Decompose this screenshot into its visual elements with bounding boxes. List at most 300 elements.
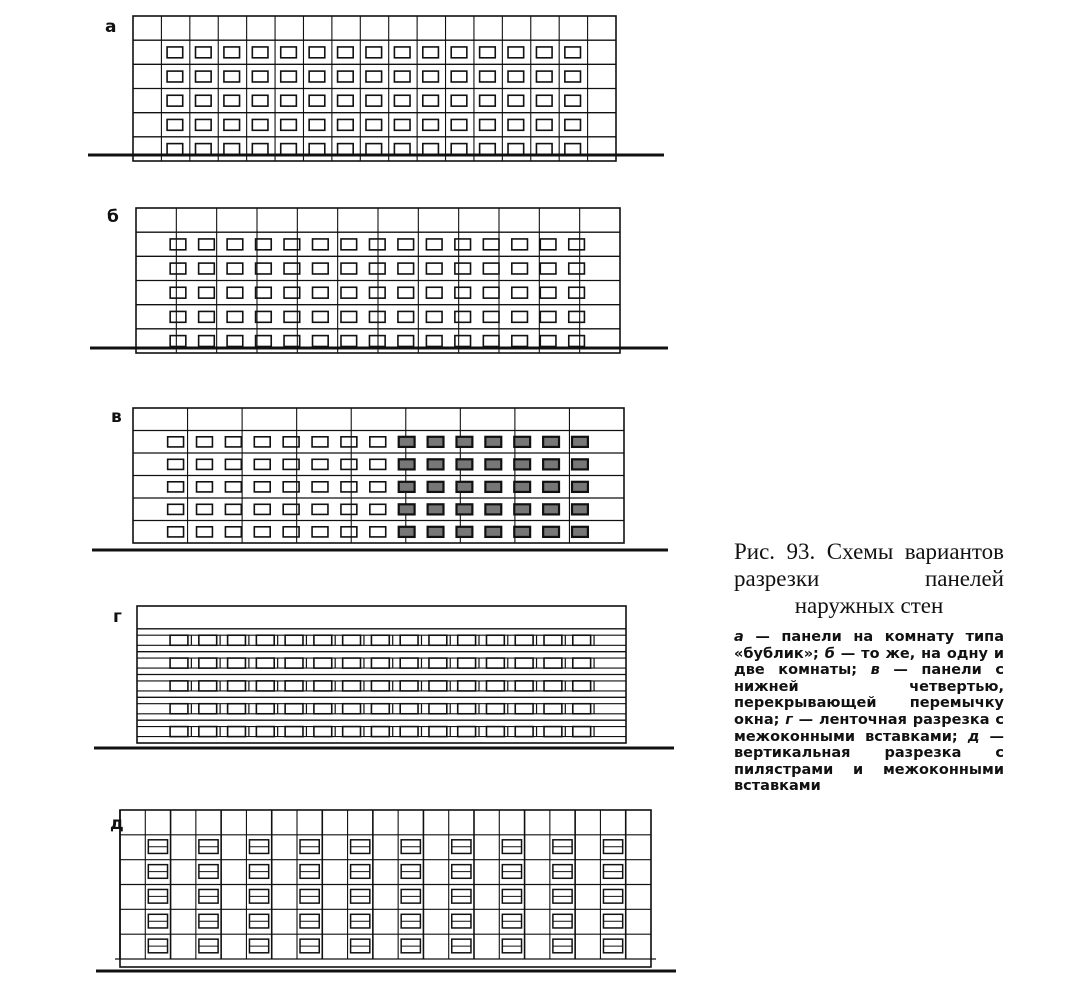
window bbox=[394, 119, 410, 130]
window bbox=[254, 437, 270, 447]
window bbox=[281, 95, 297, 106]
window bbox=[197, 437, 213, 447]
window bbox=[423, 144, 439, 155]
window bbox=[338, 95, 354, 106]
window bbox=[370, 527, 386, 537]
window bbox=[544, 658, 562, 668]
window bbox=[544, 704, 562, 714]
window bbox=[341, 459, 357, 469]
window bbox=[428, 459, 444, 469]
window bbox=[543, 504, 559, 514]
window bbox=[514, 527, 530, 537]
panel-label: д bbox=[110, 814, 124, 834]
window bbox=[366, 144, 382, 155]
window bbox=[369, 311, 385, 322]
window bbox=[167, 95, 183, 106]
window bbox=[536, 119, 552, 130]
window bbox=[458, 704, 476, 714]
window bbox=[227, 287, 243, 298]
window bbox=[343, 727, 361, 737]
window bbox=[285, 704, 303, 714]
window bbox=[285, 658, 303, 668]
window bbox=[398, 311, 414, 322]
window bbox=[312, 527, 328, 537]
window bbox=[224, 95, 240, 106]
window bbox=[572, 459, 588, 469]
window bbox=[399, 527, 415, 537]
window bbox=[371, 658, 389, 668]
window bbox=[199, 681, 217, 691]
window bbox=[370, 504, 386, 514]
window bbox=[252, 95, 268, 106]
panel-label: а bbox=[105, 17, 117, 37]
window bbox=[227, 336, 243, 347]
window bbox=[455, 287, 471, 298]
window bbox=[426, 311, 442, 322]
window bbox=[167, 47, 183, 58]
window bbox=[399, 482, 415, 492]
window bbox=[456, 527, 472, 537]
window bbox=[312, 437, 328, 447]
window bbox=[341, 527, 357, 537]
window bbox=[370, 437, 386, 447]
window bbox=[451, 71, 467, 82]
window bbox=[199, 311, 215, 322]
window bbox=[314, 727, 332, 737]
window bbox=[514, 437, 530, 447]
window bbox=[514, 459, 530, 469]
window bbox=[309, 71, 325, 82]
window bbox=[341, 504, 357, 514]
window bbox=[544, 681, 562, 691]
window bbox=[196, 47, 212, 58]
window bbox=[369, 287, 385, 298]
window bbox=[540, 263, 556, 274]
window bbox=[224, 47, 240, 58]
window bbox=[512, 336, 528, 347]
window bbox=[456, 504, 472, 514]
window bbox=[536, 144, 552, 155]
window bbox=[565, 119, 581, 130]
window bbox=[394, 47, 410, 58]
window bbox=[536, 71, 552, 82]
facade-vertical-cut-with-pilasters bbox=[96, 810, 676, 971]
window bbox=[199, 336, 215, 347]
legend-letter-a: а bbox=[734, 629, 744, 645]
window bbox=[338, 144, 354, 155]
window bbox=[540, 239, 556, 250]
window bbox=[565, 71, 581, 82]
window bbox=[573, 704, 591, 714]
window bbox=[309, 47, 325, 58]
window bbox=[285, 681, 303, 691]
window bbox=[309, 119, 325, 130]
window bbox=[543, 527, 559, 537]
window bbox=[456, 459, 472, 469]
window bbox=[426, 263, 442, 274]
window bbox=[170, 263, 186, 274]
window bbox=[486, 727, 504, 737]
window bbox=[371, 635, 389, 645]
window bbox=[486, 681, 504, 691]
window bbox=[228, 727, 246, 737]
legend-text-v: — панели с нижней четвертью, перекрывающей перемычку окна; bbox=[734, 662, 1004, 728]
window bbox=[338, 119, 354, 130]
window bbox=[371, 727, 389, 737]
window bbox=[455, 263, 471, 274]
window bbox=[167, 71, 183, 82]
window bbox=[458, 658, 476, 668]
window bbox=[394, 144, 410, 155]
window bbox=[228, 704, 246, 714]
window bbox=[256, 635, 274, 645]
window bbox=[565, 47, 581, 58]
window bbox=[544, 635, 562, 645]
window bbox=[256, 287, 272, 298]
window bbox=[252, 144, 268, 155]
window bbox=[314, 704, 332, 714]
panel-label: б bbox=[107, 207, 119, 227]
window bbox=[199, 263, 215, 274]
window bbox=[458, 727, 476, 737]
window bbox=[366, 119, 382, 130]
window bbox=[369, 336, 385, 347]
window bbox=[426, 336, 442, 347]
window bbox=[196, 119, 212, 130]
window bbox=[394, 71, 410, 82]
window bbox=[458, 635, 476, 645]
window bbox=[285, 727, 303, 737]
legend-text-g: — ленточная разрезка с межоконными вставками; bbox=[734, 711, 1004, 745]
window bbox=[515, 681, 533, 691]
window bbox=[314, 658, 332, 668]
window bbox=[429, 727, 447, 737]
window bbox=[197, 459, 213, 469]
window bbox=[573, 658, 591, 668]
window bbox=[572, 482, 588, 492]
window bbox=[485, 504, 501, 514]
window bbox=[508, 47, 524, 58]
window bbox=[399, 437, 415, 447]
window bbox=[423, 71, 439, 82]
panel-label: в bbox=[111, 407, 122, 427]
window bbox=[225, 459, 241, 469]
window bbox=[544, 727, 562, 737]
window bbox=[196, 144, 212, 155]
window bbox=[486, 704, 504, 714]
window bbox=[515, 704, 533, 714]
window bbox=[281, 71, 297, 82]
window bbox=[225, 437, 241, 447]
window bbox=[225, 527, 241, 537]
window bbox=[508, 71, 524, 82]
window bbox=[196, 71, 212, 82]
window bbox=[536, 47, 552, 58]
window bbox=[451, 144, 467, 155]
window bbox=[483, 263, 499, 274]
window bbox=[314, 681, 332, 691]
window bbox=[341, 336, 357, 347]
window bbox=[254, 527, 270, 537]
window bbox=[343, 635, 361, 645]
window bbox=[341, 263, 357, 274]
legend-text-b: — то же, на одну и две комнаты; bbox=[734, 645, 1005, 679]
window bbox=[394, 95, 410, 106]
caption-legend bbox=[734, 629, 1004, 795]
facade-strip-cut-with-inserts bbox=[94, 606, 674, 748]
window bbox=[451, 119, 467, 130]
window bbox=[400, 704, 418, 714]
window bbox=[227, 263, 243, 274]
window bbox=[341, 482, 357, 492]
window bbox=[281, 47, 297, 58]
window bbox=[313, 239, 329, 250]
window bbox=[343, 704, 361, 714]
window bbox=[228, 658, 246, 668]
window bbox=[483, 336, 499, 347]
window bbox=[170, 658, 188, 668]
panel-label: г bbox=[113, 607, 122, 627]
window bbox=[285, 635, 303, 645]
legend-letter-g: г bbox=[785, 711, 793, 728]
window bbox=[168, 459, 184, 469]
window bbox=[281, 119, 297, 130]
window bbox=[572, 437, 588, 447]
window bbox=[569, 239, 585, 250]
window bbox=[225, 504, 241, 514]
window bbox=[400, 635, 418, 645]
window bbox=[429, 658, 447, 668]
window bbox=[252, 47, 268, 58]
window bbox=[199, 658, 217, 668]
window bbox=[256, 311, 272, 322]
window bbox=[429, 635, 447, 645]
window bbox=[254, 482, 270, 492]
window bbox=[167, 144, 183, 155]
window bbox=[451, 47, 467, 58]
window bbox=[485, 459, 501, 469]
window bbox=[565, 95, 581, 106]
window bbox=[199, 704, 217, 714]
window bbox=[426, 239, 442, 250]
window bbox=[281, 144, 297, 155]
window bbox=[573, 681, 591, 691]
window bbox=[428, 504, 444, 514]
window bbox=[371, 681, 389, 691]
window bbox=[256, 704, 274, 714]
window bbox=[423, 119, 439, 130]
window bbox=[252, 71, 268, 82]
figure-caption bbox=[734, 538, 1004, 795]
legend-text-d: — вертикальная разрезка с пилястрами и межоконными вставками bbox=[734, 728, 1004, 795]
window bbox=[543, 482, 559, 492]
window bbox=[170, 704, 188, 714]
window bbox=[168, 482, 184, 492]
window bbox=[486, 635, 504, 645]
window bbox=[485, 527, 501, 537]
window bbox=[569, 311, 585, 322]
window bbox=[514, 504, 530, 514]
window bbox=[512, 239, 528, 250]
window bbox=[371, 704, 389, 714]
window bbox=[312, 459, 328, 469]
window bbox=[572, 504, 588, 514]
window bbox=[369, 263, 385, 274]
window bbox=[429, 681, 447, 691]
window bbox=[228, 635, 246, 645]
window bbox=[486, 658, 504, 668]
window bbox=[170, 336, 186, 347]
window bbox=[483, 239, 499, 250]
window bbox=[197, 527, 213, 537]
window bbox=[227, 239, 243, 250]
legend-letter-d: д bbox=[967, 728, 980, 745]
window bbox=[543, 437, 559, 447]
window bbox=[540, 287, 556, 298]
window bbox=[455, 311, 471, 322]
window bbox=[508, 144, 524, 155]
window bbox=[256, 658, 274, 668]
window bbox=[254, 459, 270, 469]
window bbox=[197, 482, 213, 492]
window bbox=[199, 239, 215, 250]
window bbox=[228, 681, 246, 691]
window bbox=[224, 144, 240, 155]
window bbox=[170, 287, 186, 298]
window bbox=[398, 287, 414, 298]
window bbox=[168, 437, 184, 447]
window bbox=[338, 47, 354, 58]
window bbox=[312, 504, 328, 514]
window bbox=[480, 119, 496, 130]
window bbox=[515, 635, 533, 645]
window bbox=[543, 459, 559, 469]
window bbox=[428, 437, 444, 447]
caption-title: Рис. 93. Схемы вариантов разрезки панелей наружных стен bbox=[734, 539, 1004, 618]
window bbox=[569, 336, 585, 347]
legend-letter-v: в bbox=[870, 662, 880, 679]
window bbox=[398, 263, 414, 274]
window bbox=[224, 119, 240, 130]
window bbox=[398, 336, 414, 347]
window bbox=[168, 527, 184, 537]
window bbox=[170, 635, 188, 645]
building-outline bbox=[120, 810, 651, 967]
window bbox=[224, 71, 240, 82]
window bbox=[256, 336, 272, 347]
window bbox=[309, 144, 325, 155]
window bbox=[540, 336, 556, 347]
facade-lower-quarter-panels bbox=[92, 407, 668, 550]
window bbox=[569, 263, 585, 274]
legend-letter-b: б bbox=[824, 645, 835, 662]
window bbox=[312, 482, 328, 492]
facade-one-and-two-room-panels bbox=[90, 207, 668, 353]
window bbox=[485, 437, 501, 447]
window bbox=[338, 71, 354, 82]
window bbox=[485, 482, 501, 492]
window bbox=[400, 681, 418, 691]
window bbox=[508, 119, 524, 130]
window bbox=[370, 459, 386, 469]
window bbox=[252, 119, 268, 130]
window bbox=[572, 527, 588, 537]
window bbox=[256, 263, 272, 274]
window bbox=[313, 263, 329, 274]
window bbox=[456, 437, 472, 447]
window bbox=[400, 727, 418, 737]
window bbox=[168, 504, 184, 514]
window bbox=[569, 287, 585, 298]
window bbox=[313, 311, 329, 322]
window bbox=[398, 239, 414, 250]
window bbox=[170, 239, 186, 250]
window bbox=[313, 336, 329, 347]
window bbox=[399, 459, 415, 469]
window bbox=[341, 239, 357, 250]
window bbox=[573, 727, 591, 737]
window bbox=[199, 635, 217, 645]
window bbox=[369, 239, 385, 250]
window bbox=[196, 95, 212, 106]
window bbox=[254, 504, 270, 514]
window bbox=[341, 311, 357, 322]
window bbox=[426, 287, 442, 298]
window bbox=[341, 287, 357, 298]
window bbox=[343, 681, 361, 691]
window bbox=[540, 311, 556, 322]
window bbox=[366, 71, 382, 82]
window bbox=[428, 482, 444, 492]
window bbox=[199, 727, 217, 737]
window bbox=[480, 47, 496, 58]
window bbox=[428, 527, 444, 537]
window bbox=[508, 95, 524, 106]
window bbox=[400, 658, 418, 668]
window bbox=[455, 336, 471, 347]
facade-bublik-room-panels bbox=[88, 16, 664, 161]
window bbox=[514, 482, 530, 492]
window bbox=[341, 437, 357, 447]
window bbox=[170, 727, 188, 737]
window bbox=[429, 704, 447, 714]
window bbox=[515, 658, 533, 668]
window bbox=[536, 95, 552, 106]
window bbox=[366, 95, 382, 106]
window bbox=[366, 47, 382, 58]
window bbox=[458, 681, 476, 691]
window bbox=[227, 311, 243, 322]
window bbox=[573, 635, 591, 645]
window bbox=[483, 287, 499, 298]
window bbox=[451, 95, 467, 106]
window bbox=[455, 239, 471, 250]
window bbox=[456, 482, 472, 492]
window bbox=[515, 727, 533, 737]
window bbox=[256, 239, 272, 250]
window bbox=[170, 311, 186, 322]
window bbox=[314, 635, 332, 645]
window bbox=[256, 681, 274, 691]
window bbox=[313, 287, 329, 298]
window bbox=[483, 311, 499, 322]
window bbox=[423, 47, 439, 58]
legend-text-a: — панели на комнату типа «бублик»; bbox=[734, 629, 1004, 662]
window bbox=[480, 71, 496, 82]
window bbox=[343, 658, 361, 668]
window bbox=[565, 144, 581, 155]
window bbox=[199, 287, 215, 298]
